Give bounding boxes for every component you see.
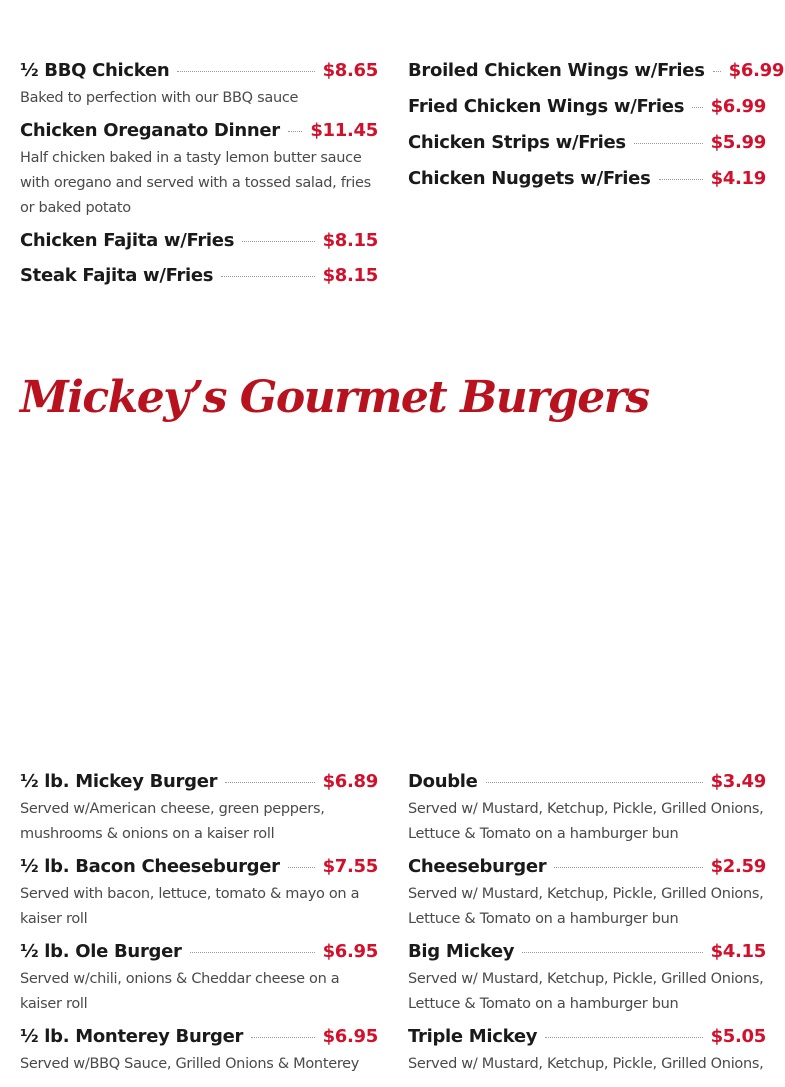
leader-dots: [190, 952, 315, 953]
item-price: $4.19: [710, 168, 766, 189]
leader-dots: [288, 867, 315, 868]
leader-dots: [554, 867, 702, 868]
item-name: Triple Mickey: [408, 1026, 538, 1047]
menu-item: [408, 132, 766, 158]
item-description: Served w/chili, onions & Cheddar cheese on a kaiser roll: [20, 971, 340, 1012]
item-name: ½ lb. Mickey Burger: [20, 771, 218, 792]
leader-dots: [522, 952, 702, 953]
menu-item: [408, 771, 766, 847]
menu-item: [20, 265, 378, 291]
leader-dots: [242, 241, 314, 242]
item-name: Chicken Oreganato Dinner: [20, 120, 280, 141]
chicken-menu-right: [408, 60, 785, 204]
menu-item: [408, 856, 766, 932]
item-price: $11.45: [310, 120, 378, 141]
item-name: ½ lb. Monterey Burger: [20, 1026, 244, 1047]
item-name: Broiled Chicken Wings w/Fries: [408, 60, 705, 81]
item-price: $6.95: [322, 1026, 378, 1047]
menu-item: [20, 120, 378, 221]
menu-item: [408, 168, 766, 194]
leader-dots: [713, 71, 721, 72]
menu-item: [20, 856, 378, 932]
leader-dots: [288, 131, 302, 132]
item-price: $3.49: [710, 771, 766, 792]
menu-item: [408, 941, 766, 1017]
item-price: $8.65: [322, 60, 378, 81]
item-name: Fried Chicken Wings w/Fries: [408, 96, 685, 117]
menu-item: [20, 60, 378, 111]
burger-menu-left: [20, 771, 378, 1086]
item-price: $5.05: [710, 1026, 766, 1047]
item-description: Served w/ Mustard, Ketchup, Pickle, Grilled Onions,: [408, 1056, 764, 1072]
item-price: $6.99: [728, 60, 785, 81]
item-name: ½ lb. Bacon Cheeseburger: [20, 856, 280, 877]
item-description: Served w/American cheese, green peppers, mushrooms & onions on a kaiser roll: [20, 801, 325, 842]
item-name: Double: [408, 771, 478, 792]
item-price: $8.15: [322, 230, 378, 251]
leader-dots: [177, 71, 314, 72]
menu-item: [20, 771, 378, 847]
item-price: $6.89: [322, 771, 378, 792]
leader-dots: [221, 276, 314, 277]
section-title: Mickey’s Gourmet Burgers: [20, 372, 649, 423]
item-price: $4.15: [710, 941, 766, 962]
leader-dots: [692, 107, 702, 108]
item-description: Served w/ Mustard, Ketchup, Pickle, Grilled Onions, Lettuce & Tomato on a hamburger bun: [408, 971, 764, 1012]
item-description: Half chicken baked in a tasty lemon butter sauce with oregano and served with a tossed salad, fries or baked potato: [20, 150, 371, 216]
item-description: Served with bacon, lettuce, tomato & mayo on a kaiser roll: [20, 886, 360, 927]
leader-dots: [545, 1037, 702, 1038]
item-description: Baked to perfection with our BBQ sauce: [20, 90, 299, 106]
menu-item: [20, 941, 378, 1017]
item-price: $2.59: [710, 856, 766, 877]
item-price: $6.95: [322, 941, 378, 962]
item-price: $7.55: [322, 856, 378, 877]
leader-dots: [634, 143, 703, 144]
leader-dots: [486, 782, 703, 783]
chicken-menu-left: [20, 60, 378, 300]
item-price: $6.99: [710, 96, 766, 117]
item-name: Big Mickey: [408, 941, 515, 962]
burger-menu-right: [408, 771, 766, 1086]
item-name: Chicken Fajita w/Fries: [20, 230, 235, 251]
leader-dots: [251, 1037, 314, 1038]
item-description: Served w/ Mustard, Ketchup, Pickle, Grilled Onions, Lettuce & Tomato on a hamburger bun: [408, 886, 764, 927]
item-name: ½ BBQ Chicken: [20, 60, 170, 81]
menu-item: [20, 1026, 378, 1077]
item-name: ½ lb. Ole Burger: [20, 941, 182, 962]
item-description: Served w/BBQ Sauce, Grilled Onions & Monterey: [20, 1056, 360, 1072]
item-name: Chicken Nuggets w/Fries: [408, 168, 651, 189]
item-price: $8.15: [322, 265, 378, 286]
menu-item: [408, 1026, 766, 1077]
leader-dots: [659, 179, 703, 180]
item-price: $5.99: [710, 132, 766, 153]
item-name: Steak Fajita w/Fries: [20, 265, 214, 286]
item-description: Served w/ Mustard, Ketchup, Pickle, Grilled Onions, Lettuce & Tomato on a hamburger bun: [408, 801, 764, 842]
item-name: Cheeseburger: [408, 856, 547, 877]
menu-item: [408, 96, 766, 122]
menu-item: [408, 60, 785, 86]
menu-item: [20, 230, 378, 256]
item-name: Chicken Strips w/Fries: [408, 132, 626, 153]
leader-dots: [225, 782, 314, 783]
